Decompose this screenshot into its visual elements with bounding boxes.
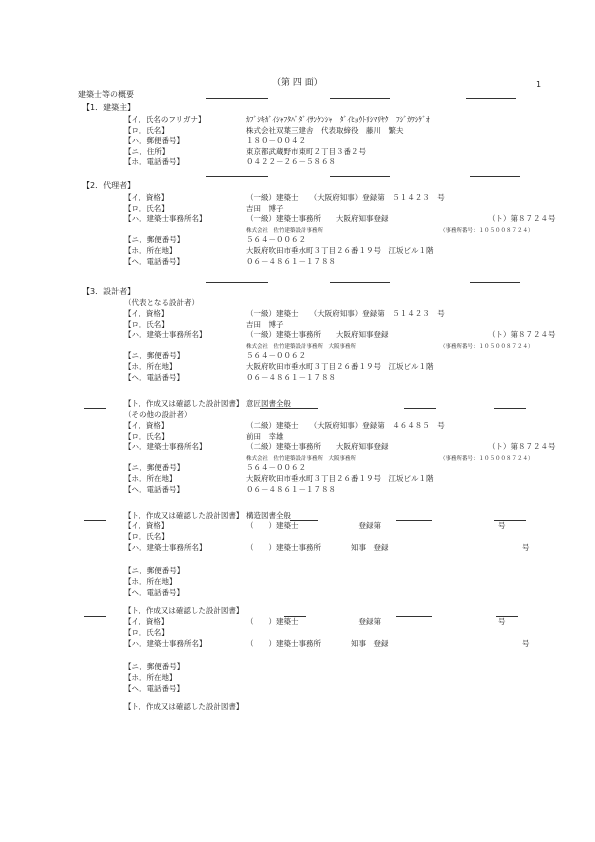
field-extra: （事務所番号：１０５００８７２４） [440, 343, 534, 350]
designer-heading: 【3．設計者】 [82, 287, 136, 296]
blank1-heading: 【ト．作成又は確認した設計図書】 [124, 511, 244, 520]
field-value: ０６－４８６１－１７８８ [246, 256, 336, 266]
field-value: （一級）建築士事務所 大阪府知事登録 [246, 214, 389, 224]
field-label: 【ヘ．電話番号】 [124, 372, 184, 382]
field-label: 【イ．資格】 [124, 617, 169, 626]
field-label: 【ホ．所在地】 [124, 673, 177, 682]
field-label: 【ロ．氏名】 [124, 125, 169, 135]
field-label: 【ニ．郵便番号】 [124, 235, 185, 245]
field-value: １８０－００４２ [246, 136, 306, 146]
field-label: 【ヘ．電話番号】 [124, 484, 184, 494]
rule [84, 616, 106, 617]
field-extra: （事務所番号：１０５００８７２４） [440, 227, 534, 234]
field-suffix: 号 [522, 639, 530, 649]
field-label: 【ロ．氏名】 [124, 431, 169, 441]
field-label: 【ニ．郵便番号】 [124, 565, 185, 575]
other-designer-sub: （その他の設計者） [124, 410, 192, 419]
field-label: 【ニ．郵便番号】 [124, 351, 185, 361]
field-label: 【ハ．建築士事務所名】 [124, 330, 207, 340]
field-label: 【ヘ．電話番号】 [124, 256, 184, 266]
field-label: 【ハ．建築士事務所名】 [124, 639, 207, 649]
rule [84, 520, 106, 521]
field-suffix: 号 [498, 521, 506, 530]
field-value: 株式会社双葉三建舎 代表取締役 藤川 繁夫 [246, 125, 404, 135]
field-label: 【ニ．住所】 [124, 146, 170, 156]
field-value: （ ）建築士 登録第 [246, 521, 381, 530]
rule [330, 98, 390, 99]
field-label: 【ホ．所在地】 [124, 246, 177, 255]
field-value: 株式会社 佐竹建築設計事務所 大阪事務所 [246, 343, 357, 350]
field-value: （ ）建築士事務所 知事 登録 [246, 639, 389, 649]
field-label: 【ヘ．電話番号】 [124, 588, 184, 598]
owner-heading: 【1．建築主】 [82, 103, 136, 112]
field-label: 【ホ．所在地】 [124, 474, 177, 483]
field-label: 【ホ．電話番号】 [124, 157, 184, 167]
field-value: 吉田 博子 [246, 319, 284, 329]
field-label: 【ヘ．電話番号】 [124, 684, 184, 694]
designer-sub: （代表となる設計者） [124, 298, 199, 307]
rule [404, 408, 436, 409]
field-value: （二級）建築士 （大阪府知事）登録第 ４６４８５ 号 [246, 421, 445, 430]
rule [470, 282, 520, 283]
blank1-heading-value: 構造図書全般 [246, 511, 291, 520]
field-label: 【ハ．建築士事務所名】 [124, 543, 207, 553]
field-label: 【ハ．郵便番号】 [124, 136, 184, 146]
rule [396, 520, 432, 521]
field-label: 【イ．資格】 [124, 309, 169, 318]
rule [470, 176, 520, 177]
page-number: 1 [536, 80, 542, 89]
field-value: ５６４－００６２ [246, 463, 306, 473]
field-label: 【ニ．郵便番号】 [124, 463, 185, 473]
field-label: 【ロ．氏名】 [124, 203, 169, 213]
field-value: （ ）建築士 登録第 [246, 617, 381, 626]
field-label: 【ロ．氏名】 [124, 628, 169, 638]
section-heading: 建築士等の概要 [78, 90, 134, 99]
agent-heading: 【2．代理者】 [82, 181, 136, 190]
field-label: 【イ．資格】 [124, 521, 169, 530]
field-label: 【イ．資格】 [124, 193, 169, 202]
field-extra: （ト）第８７２４号 [488, 442, 556, 452]
page-title: （第 四 面） [272, 78, 323, 88]
field-label: 【ロ．氏名】 [124, 319, 169, 329]
field-label: 【ホ．所在地】 [124, 362, 177, 371]
field-label: 【ニ．郵便番号】 [124, 661, 185, 671]
other-designer-heading: 【ト．作成又は確認した設計図書】 [124, 399, 244, 408]
field-value: 大阪府吹田市垂水町３丁目２６番１９号 江坂ビル１階 [246, 474, 434, 483]
field-value: （ ）建築士事務所 知事 登録 [246, 543, 389, 553]
rule [260, 408, 318, 409]
field-label: 【イ．氏名のフリガナ】 [124, 115, 206, 124]
field-value: 吉田 博子 [246, 203, 284, 213]
rule [206, 282, 268, 283]
rule [330, 282, 390, 283]
footer-heading: 【ト．作成又は確認した設計図書】 [124, 702, 244, 711]
field-value: ｶﾌﾞｼｷｶﾞｲｼｬﾌﾀﾊﾞﾀﾞｲｻﾝｹﾝｼｬ ﾀﾞｲﾋｮｳﾄﾘｼﾏﾘﾔｸ ﾌｼﾞｶﾜｼｹﾞｵ [246, 115, 430, 124]
field-label: 【ハ．建築士事務所名】 [124, 442, 207, 452]
rule [396, 616, 432, 617]
field-value: 株式会社 佐竹建築設計事務所 [246, 227, 324, 234]
field-value: 前田 幸雄 [246, 431, 284, 441]
field-extra: （ト）第８７２４号 [488, 330, 556, 340]
field-value: 大阪府吹田市垂水町３丁目２６番１９号 江坂ビル１階 [246, 246, 434, 255]
blank2-heading: 【ト．作成又は確認した設計図書】 [124, 606, 244, 615]
rule [330, 176, 390, 177]
field-value: 大阪府吹田市垂水町３丁目２６番１９号 江坂ビル１階 [246, 362, 434, 371]
field-value: 株式会社 佐竹建築設計事務所 大阪事務所 [246, 455, 357, 462]
field-label: 【ホ．所在地】 [124, 577, 177, 586]
other-designer-heading-value: 意匠図書全般 [246, 399, 291, 408]
field-value: （一級）建築士 （大阪府知事）登録第 ５１４２３ 号 [246, 309, 445, 318]
field-value: 東京都武蔵野市東町２丁目３番２号 [246, 146, 366, 156]
field-suffix: 号 [522, 543, 530, 553]
field-label: 【イ．資格】 [124, 421, 169, 430]
field-value: （二級）建築士事務所 大阪府知事登録 [246, 442, 389, 452]
field-label: 【ハ．建築士事務所名】 [124, 214, 207, 224]
field-value: ０６－４８６１－１７８８ [246, 372, 336, 382]
field-value: （一級）建築士 （大阪府知事）登録第 ５１４２３ 号 [246, 193, 445, 202]
rule [206, 176, 268, 177]
rule [466, 98, 516, 99]
rule [206, 98, 268, 99]
field-extra: （事務所番号：１０５００８７２４） [440, 455, 534, 462]
field-value: （一級）建築士事務所 大阪府知事登録 [246, 330, 389, 340]
field-value: ５６４－００６２ [246, 235, 306, 245]
field-value: ０４２２－２６－５８６８ [246, 157, 336, 167]
rule [84, 408, 106, 409]
field-extra: （ト）第８７２４号 [488, 214, 556, 224]
field-label: 【ロ．氏名】 [124, 532, 169, 542]
rule [494, 408, 526, 409]
field-value: ５６４－００６２ [246, 351, 306, 361]
field-suffix: 号 [498, 617, 506, 626]
field-value: ０６－４８６１－１７８８ [246, 484, 336, 494]
